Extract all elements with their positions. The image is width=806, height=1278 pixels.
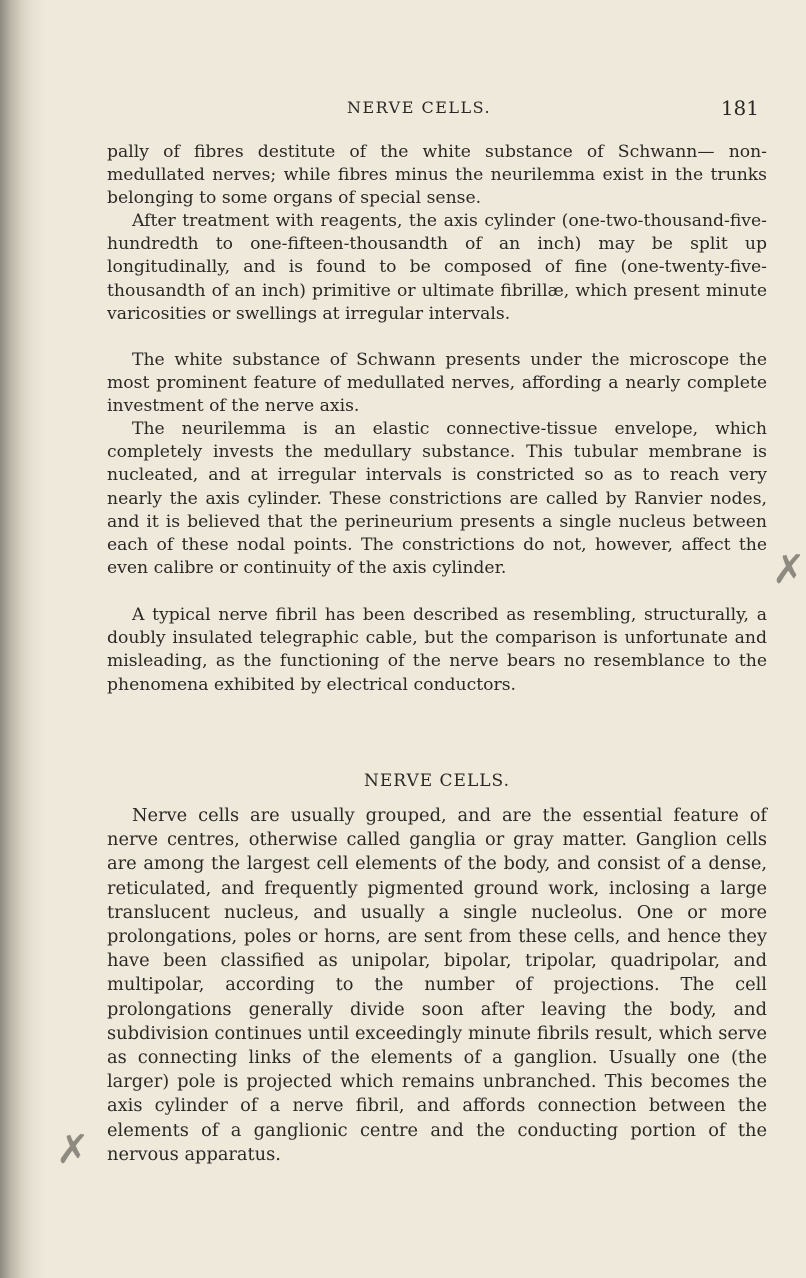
margin-mark-right: ✗ (772, 547, 806, 593)
paragraph-3: The white substance of Schwann presents under the microscope the most prominent feature of medullated nerves, affording a nearly complete investment of the nerve axis. (107, 350, 767, 417)
page-number: 181 (720, 96, 759, 120)
paragraph-4: The neurilemma is an elastic connective-tissue envelope, which completely invests the medullary substance. This tubular membrane is nucleated, and at irregular intervals is constricted so as to reach very nearly the axis cylinder. These constrictions are called by Ranvier nodes, and it is believed that the perineurium presents a single nucleus between each of these nodal points. The constrictions do not, however, affect the even calibre or continuity of the axis cylinder. (107, 419, 767, 579)
paragraph-5: A typical nerve fibril has been described as resembling, structurally, a doubly insulated telegraphic cable, but the comparison is unfortunate and misleading, as the functioning of the nerve bears no resemblance to the phenomena exhibited by electrical conductors. (107, 605, 767, 695)
book-page (107, 0, 767, 1278)
paragraph-2: After treatment with reagents, the axis cylinder (one-two-thousand-five-hundredth to one-fifteen-thousandth of an inch) may be split up longitudinally, and is found to be composed of fine (one-twenty-five-thousandth of an inch) primitive or ultimate fibrillæ, which present minute varicosities or swellings at irregular intervals. (107, 211, 767, 324)
margin-mark-left: ✗ (56, 1127, 90, 1173)
running-head (107, 98, 767, 122)
book-gutter-shadow (0, 0, 46, 1278)
running-head-title: NERVE CELLS. (347, 98, 492, 117)
paragraph-nerve-cells: Nerve cells are usually grouped, and are the essential feature of nerve centres, otherwise called ganglia or gray matter. Ganglion cells are among the largest cell elements of the body, and consist of a dense, reticulated, and frequently pigmented ground work, inclosing a large translucent nucleus, and usually a single nucleolus. One or more prolongations, poles or horns, are sent from these cells, and hence they have been classified as unipolar, bipolar, tripolar, quadripolar, and multipolar, according to the number of projections. The cell prolongations generally divide soon after leaving the body, and subdivision continues until exceedingly minute fibrils result, which serve as connecting links of the elements of a ganglion. Usually one (the larger) pole is projected which remains unbranched. This becomes the axis cylinder of a nerve fibril, and affords connection between the elements of a ganglionic centre and the conducting portion of the nervous apparatus. (107, 805, 767, 1165)
section-heading: NERVE CELLS. (363, 771, 510, 791)
paragraph-1: pally of fibres destitute of the white substance of Schwann— non-medullated nerves; while fibres minus the neurilemma exist in the trunks belonging to some organs of special sense. (107, 142, 767, 209)
